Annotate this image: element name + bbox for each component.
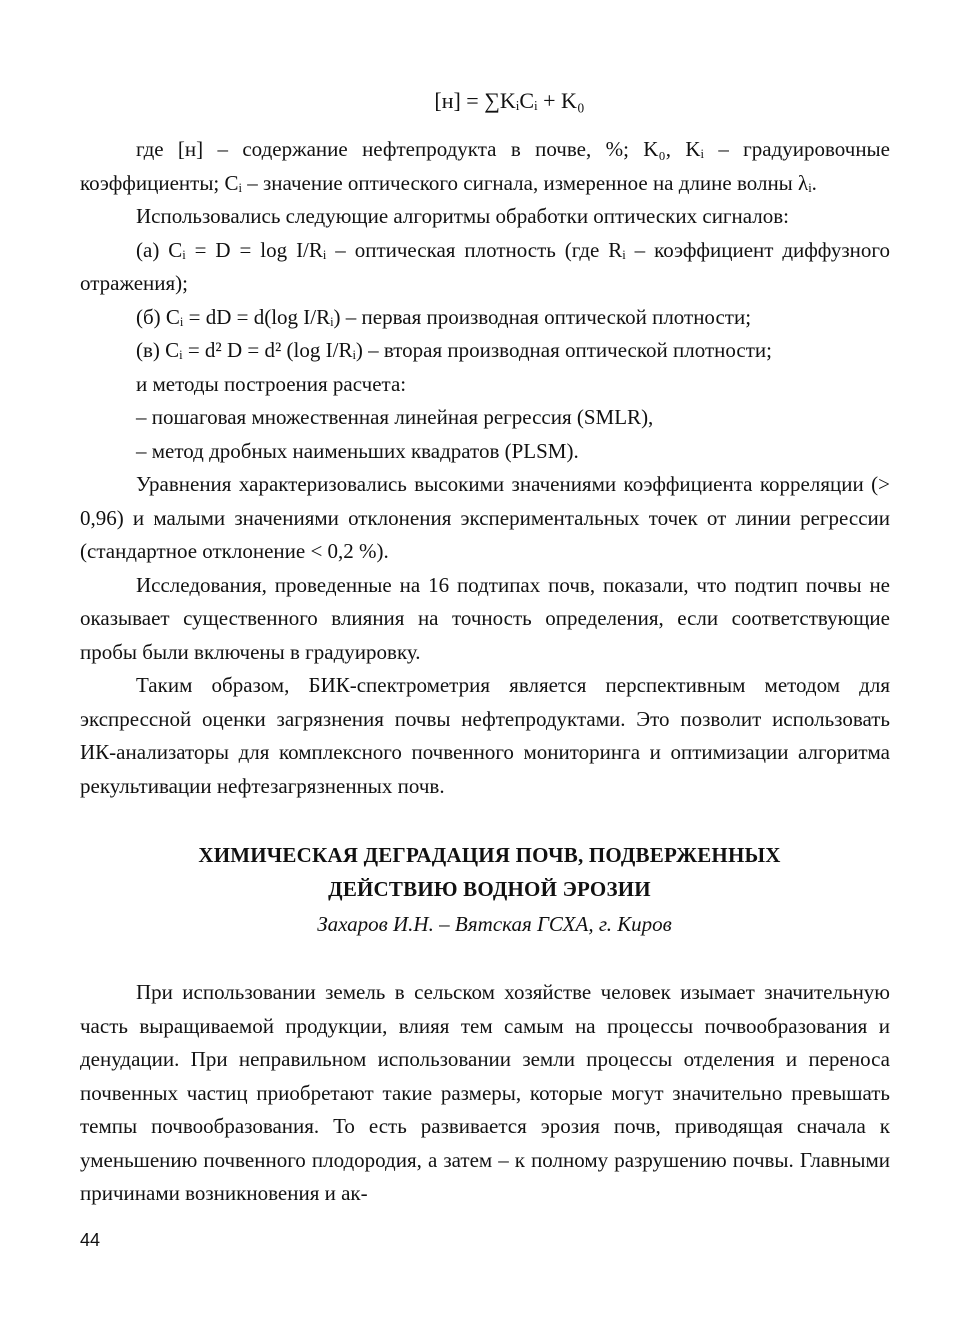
paragraph: Исследования, проведенные на 16 подтипах почв, показали, что подтип почвы не оказывает существенного влияния на точность определения, если соответствующие пробы были включены в градуировку.: [80, 572, 890, 664]
list-item: – пошаговая множественная линейная регрессия (SMLR),: [136, 405, 654, 429]
section-title-line: ХИМИЧЕСКАЯ ДЕГРАДАЦИЯ ПОЧВ, ПОДВЕРЖЕННЫХ: [198, 843, 781, 867]
paragraph: Таким образом, БИК-спектрометрия является перспективным методом для экспрессной оценки загрязнения почвы нефтепродуктами. Это позволит использовать ИК-анализаторы для комплексного почвенного мониторинга и оптимизации алгоритма рекультивации нефтезагрязненных почв.: [80, 673, 890, 798]
page-number: 44: [80, 1230, 101, 1250]
author-line: Захаров И.Н. – Вятская ГСХА, г. Киров: [317, 912, 672, 936]
section-title: [0, 838, 979, 906]
formula: [н] = ∑KᵢCᵢ + K₀: [434, 88, 585, 113]
paragraph: Использовались следующие алгоритмы обработки оптических сигналов:: [136, 204, 790, 228]
body-text-top: [80, 133, 890, 803]
section-title-line: ДЕЙСТВИЮ ВОДНОЙ ЭРОЗИИ: [328, 877, 651, 901]
paragraph: (а) Cᵢ = D = log I/Rᵢ – оптическая плотность (где Rᵢ – коэффициент диффузного отражения);: [80, 237, 890, 295]
paragraph: где [н] – содержание нефтепродукта в почве, %; K₀, Kᵢ – градуировочные коэффициенты; Cᵢ – значение оптического сигнала, измеренное на длине волны λᵢ.: [80, 137, 890, 195]
paragraph: и методы построения расчета:: [136, 371, 407, 396]
paragraph: (в) Cᵢ = d² D = d² (log I/Rᵢ) – вторая производная оптической плотности;: [136, 338, 772, 362]
paragraph: При использовании земель в сельском хозяйстве человек изымает значительную часть выращиваемой продукции, влияя тем самым на процессы почвообразования и денудации. При неправильном использовании земли процессы отделения и переноса почвенных частиц приобретают такие размеры, которые могут значительно превышать темпы почвообразования. То есть развивается эрозия почв, приводящая сначала к уменьшению почвенного плодородия, а затем – к полному разрушению почвы. Главными причинами возникновения и ак-: [80, 980, 890, 1205]
body-text-bottom: [80, 976, 890, 1211]
paragraph: (б) Cᵢ = dD = d(log I/Rᵢ) – первая производная оптической плотности;: [136, 304, 752, 329]
list-item: – метод дробных наименьших квадратов (PLSM).: [136, 438, 579, 463]
paragraph: Уравнения характеризовались высокими значениями коэффициента корреляции (> 0,96) и малыми значениями отклонения экспериментальных точек от линии регрессии (стандартное отклонение < 0,2 %).: [80, 472, 890, 563]
